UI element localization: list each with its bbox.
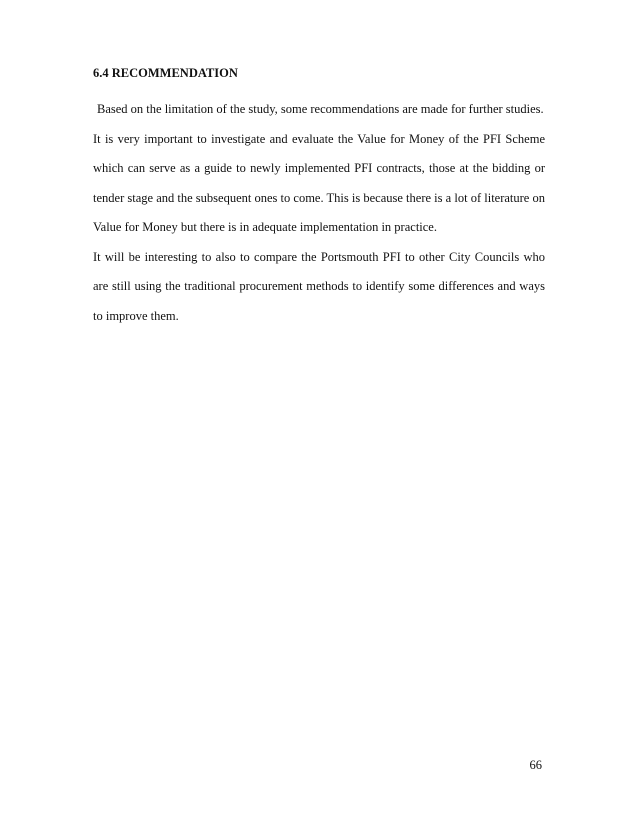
page-number: 66: [529, 758, 542, 772]
paragraph-value-for-money: It is very important to investigate and evaluate the Value for Money of the PFI Scheme which can serve as a guide to newly implemented PFI contracts, those at the bidding or tender stage and the subsequent ones to come. This is because there is a lot of literature on Value for Money but there is in adequate implementation in practice.: [93, 131, 545, 234]
body-text: [93, 95, 545, 331]
section-heading: 6.4 RECOMMENDATION: [93, 66, 238, 80]
paragraph-comparison: It will be interesting to also to compare the Portsmouth PFI to other City Councils who are still using the traditional procurement methods to identify some differences and ways to improve them.: [93, 249, 545, 323]
paragraph-limitation: Based on the limitation of the study, some recommendations are made for further studies.: [97, 102, 544, 116]
